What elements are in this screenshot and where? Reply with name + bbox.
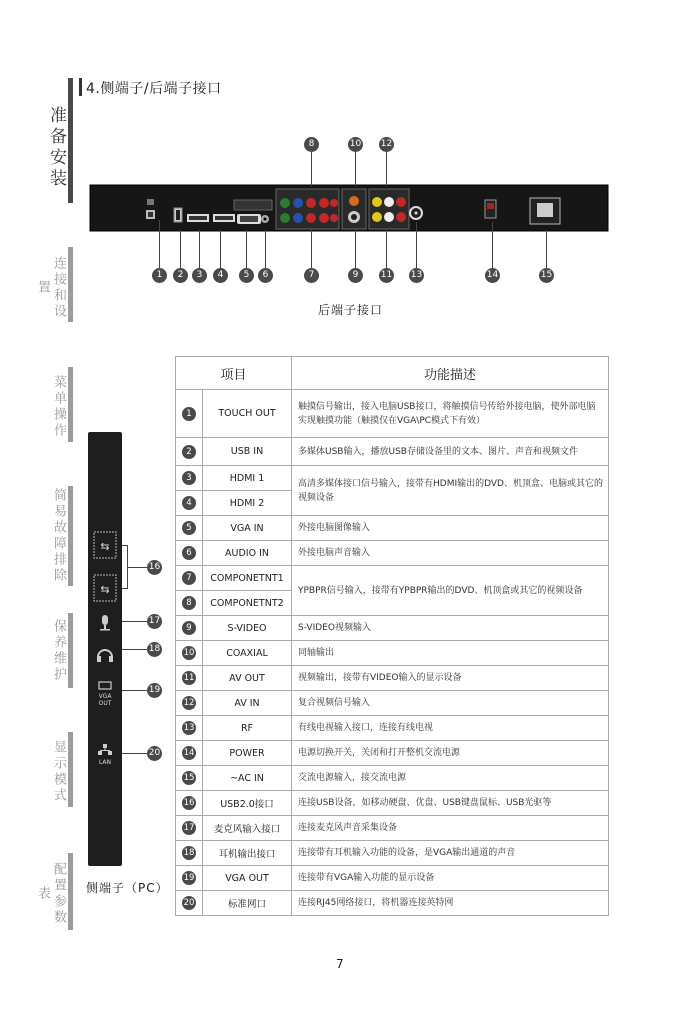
table-row: 12 AV IN 复合视频信号输入 (176, 691, 609, 716)
port-name: POWER (203, 741, 292, 766)
chapter-tab-prepare[interactable] (38, 78, 74, 203)
svg-text:⇆: ⇆ (100, 540, 110, 553)
chapter-tab-label: 准备安装 (46, 106, 66, 190)
rear-callout: 6 (258, 268, 273, 283)
header-item: 项目 (176, 357, 292, 390)
table-row: 7 COMPONETNT1 YPBPR信号输入，接带有YPBPR输出的DVD、机顶盒或其它的视频设备 (176, 566, 609, 591)
table-row: 17 麦克风输入接口 连接麦克风声音采集设备 (176, 816, 609, 841)
table-row: 14 POWER 电源切换开关，关闭和打开整机交流电源 (176, 741, 609, 766)
rear-panel-diagram (88, 170, 612, 240)
port-name: USB2.0接口 (203, 791, 292, 816)
chapter-tab-display-mode[interactable] (38, 732, 74, 807)
table-row: 20 标准网口 连接RJ45网络接口，将机器连接英特网 (176, 891, 609, 916)
port-name: AV OUT (203, 666, 292, 691)
port-name: TOUCH OUT (203, 390, 292, 438)
port-name: VGA IN (203, 516, 292, 541)
rear-panel-caption: 后端子接口 (318, 303, 384, 317)
port-description: S-VIDEO视频输入 (292, 616, 609, 641)
port-name: 耳机输出接口 (203, 841, 292, 866)
table-row: 6 AUDIO IN 外接电脑声音输入 (176, 541, 609, 566)
table-header-row (176, 357, 609, 390)
title-accent-bar (79, 78, 82, 96)
port-name: S-VIDEO (203, 616, 292, 641)
side-panel-caption: 侧端子（PC） (86, 881, 169, 895)
rear-callout: 14 (485, 268, 500, 283)
side-callout: 17 (147, 614, 162, 629)
port-description: 连接带有耳机输入功能的设备，是VGA输出通道的声音 (292, 841, 609, 866)
port-table (175, 356, 609, 916)
port-name: VGA OUT (203, 866, 292, 891)
svg-text:⇆: ⇆ (100, 583, 110, 596)
table-row: 18 耳机输出接口 连接带有耳机输入功能的设备，是VGA输出通道的声音 (176, 841, 609, 866)
coaxial-port (349, 196, 359, 206)
rear-callout: 15 (539, 268, 554, 283)
port-name: COMPONETNT2 (203, 591, 292, 616)
side-callout: 16 (147, 560, 162, 575)
port-description: 外接电脑图像输入 (292, 516, 609, 541)
rear-callout: 5 (239, 268, 254, 283)
port-name: HDMI 1 (203, 466, 292, 491)
port-name: USB IN (203, 438, 292, 466)
rear-callout: 12 (379, 137, 394, 152)
table-row: 8 COMPONETNT2 (176, 591, 609, 616)
port-description: 电源切换开关，关闭和打开整机交流电源 (292, 741, 609, 766)
port-description: 连接USB设备，如移动硬盘、优盘、USB键盘鼠标、USB光驱等 (292, 791, 609, 816)
rear-callout: 7 (304, 268, 319, 283)
chapter-tab-maintenance[interactable] (38, 613, 74, 688)
usb-in-port (174, 208, 182, 222)
table-row: 1 TOUCH OUT 触摸信号输出，接入电脑USB接口，将触摸信号传给外接电脑，使外部电脑实现触摸功能（触摸仅在VGA\PC模式下有效） (176, 390, 609, 438)
side-callout: 20 (147, 746, 162, 761)
section-title: 4.侧端子/后端子接口 (86, 81, 222, 97)
chapter-tab-label: 显示模式 (51, 740, 66, 804)
chapter-tab-label: 简易故障排除 (51, 488, 66, 584)
port-name: COMPONETNT1 (203, 566, 292, 591)
table-row: 13 RF 有线电视输入接口，连接有线电视 (176, 716, 609, 741)
page-number: 7 (336, 957, 344, 971)
port-name: 麦克风输入接口 (203, 816, 292, 841)
rear-callout: 2 (173, 268, 188, 283)
port-description: 外接电脑声音输入 (292, 541, 609, 566)
chapter-tab-connect[interactable] (35, 247, 74, 322)
port-description: YPBPR信号输入，接带有YPBPR输出的DVD、机顶盒或其它的视频设备 (292, 566, 609, 616)
table-row: 11 AV OUT 视频输出，接带有VIDEO输入的显示设备 (176, 666, 609, 691)
table-row: 16 USB2.0接口 连接USB设备，如移动硬盘、优盘、USB键盘鼠标、USB光驱等 (176, 791, 609, 816)
lan-label: LAN (98, 759, 112, 766)
side-callout: 18 (147, 642, 162, 657)
rear-callout: 3 (192, 268, 207, 283)
port-name: AUDIO IN (203, 541, 292, 566)
table-row: 2 USB IN 多媒体USB输入，播放USB存储设备里的文本、图片、声音和视频文件 (176, 438, 609, 466)
table-row: 4 HDMI 2 (176, 491, 609, 516)
table-row: 5 VGA IN 外接电脑图像输入 (176, 516, 609, 541)
table-row: 3 HDMI 1 高清多媒体接口信号输入，接带有HDMI输出的DVD、机顶盒、电脑或其它的视频设备 (176, 466, 609, 491)
table-row: 19 VGA OUT 连接带有VGA输入功能的显示设备 (176, 866, 609, 891)
port-name: ~AC IN (203, 766, 292, 791)
rear-callout: 13 (409, 268, 424, 283)
port-description: 连接麦克风声音采集设备 (292, 816, 609, 841)
rear-callout: 11 (379, 268, 394, 283)
table-row: 9 S-VIDEO S-VIDEO视频输入 (176, 616, 609, 641)
port-name: 标准网口 (203, 891, 292, 916)
rear-callout: 10 (348, 137, 363, 152)
chapter-tab-label: 配置参数表 (35, 861, 66, 926)
side-panel-ports (88, 432, 122, 866)
table-row: 15 ~AC IN 交流电源输入，接交流电源 (176, 766, 609, 791)
chapter-tab-specs[interactable] (35, 853, 74, 930)
vga-out-label: VGA OUT (98, 693, 112, 707)
port-description: 触摸信号输出，接入电脑USB接口，将触摸信号传给外接电脑，使外部电脑实现触摸功能（触摸仅在VGA\PC模式下有效） (292, 390, 609, 438)
table-row: 10 COAXIAL 同轴输出 (176, 641, 609, 666)
side-callout: 19 (147, 683, 162, 698)
port-name: RF (203, 716, 292, 741)
rear-callout: 8 (304, 137, 319, 152)
port-description: 有线电视输入接口，连接有线电视 (292, 716, 609, 741)
chapter-tab-troubleshoot[interactable] (38, 486, 74, 586)
port-description: 同轴输出 (292, 641, 609, 666)
port-name: COAXIAL (203, 641, 292, 666)
port-description: 高清多媒体接口信号输入，接带有HDMI输出的DVD、机顶盒、电脑或其它的视频设备 (292, 466, 609, 516)
port-description: 连接带有VGA输入功能的显示设备 (292, 866, 609, 891)
rear-callout: 4 (213, 268, 228, 283)
header-description: 功能描述 (292, 357, 609, 390)
port-name: HDMI 2 (203, 491, 292, 516)
port-description: 视频输出，接带有VIDEO输入的显示设备 (292, 666, 609, 691)
port-description: 多媒体USB输入，播放USB存储设备里的文本、图片、声音和视频文件 (292, 438, 609, 466)
rear-callout: 1 (152, 268, 167, 283)
chapter-tab-menu[interactable] (38, 367, 74, 442)
port-name: AV IN (203, 691, 292, 716)
rear-callout: 9 (348, 268, 363, 283)
port-description: 交流电源输入，接交流电源 (292, 766, 609, 791)
chapter-tab-label: 菜单操作 (51, 375, 66, 439)
chapter-tab-label: 保养维护 (51, 619, 66, 683)
chapter-tab-label: 连接和设置 (35, 255, 66, 320)
port-description: 连接RJ45网络接口，将机器连接英特网 (292, 891, 609, 916)
port-description: 复合视频信号输入 (292, 691, 609, 716)
